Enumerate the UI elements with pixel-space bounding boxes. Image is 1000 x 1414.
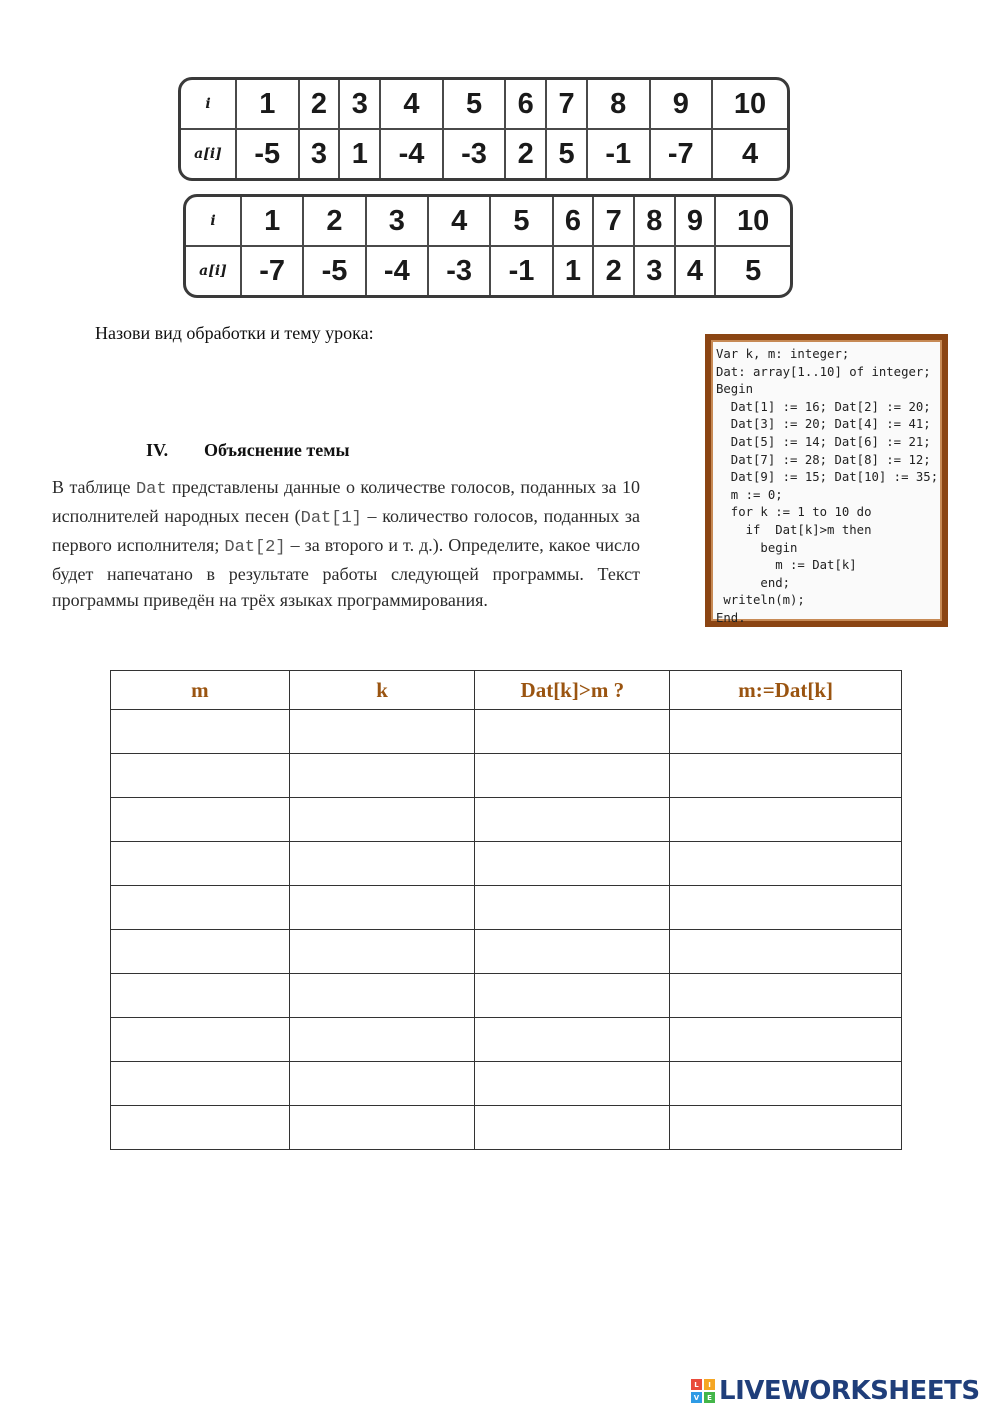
header-assignment: m:=Dat[k]	[670, 671, 902, 710]
answer-cell-m[interactable]	[111, 1018, 290, 1062]
value-cell: 1	[553, 246, 594, 295]
answer-cell-m[interactable]	[111, 886, 290, 930]
answer-cell-assignment[interactable]	[670, 710, 902, 754]
value-cell: -5	[303, 246, 365, 295]
value-cell: -1	[490, 246, 552, 295]
answer-cell-k[interactable]	[289, 710, 475, 754]
header-m: m	[111, 671, 290, 710]
answer-cell-condition[interactable]	[475, 1018, 670, 1062]
answer-cell-condition[interactable]	[475, 842, 670, 886]
value-cell: -4	[366, 246, 428, 295]
answer-cell-condition[interactable]	[475, 754, 670, 798]
answer-cell-assignment[interactable]	[670, 1062, 902, 1106]
answer-cell-condition[interactable]	[475, 1106, 670, 1150]
logo-mark-icon	[691, 1379, 715, 1403]
value-cell: 5	[745, 254, 762, 287]
trace-row	[111, 1018, 902, 1062]
logo-mark-letter: I	[704, 1379, 715, 1390]
answer-cell-assignment[interactable]	[670, 1018, 902, 1062]
liveworksheets-logo	[691, 1374, 980, 1408]
header-k: k	[289, 671, 475, 710]
task-code-term: Dat	[135, 480, 167, 499]
value-cell: -3	[443, 129, 506, 178]
answer-cell-condition[interactable]	[475, 974, 670, 1018]
index-cell: 9	[650, 80, 713, 129]
answer-cell-m[interactable]	[111, 974, 290, 1018]
answer-cell-assignment[interactable]	[670, 930, 902, 974]
trace-row	[111, 1106, 902, 1150]
answer-cell-condition[interactable]	[475, 886, 670, 930]
trace-row	[111, 842, 902, 886]
value-cell: -5	[236, 129, 299, 178]
trace-row	[111, 974, 902, 1018]
answer-cell-m[interactable]	[111, 930, 290, 974]
answer-cell-m[interactable]	[111, 842, 290, 886]
trace-table	[110, 670, 902, 1150]
value-cell: 2	[505, 129, 546, 178]
index-cell: 1	[241, 197, 303, 246]
array-table-1	[178, 77, 790, 181]
index-row	[181, 80, 787, 129]
logo-mark-letter: E	[704, 1392, 715, 1403]
index-cell: 2	[303, 197, 365, 246]
answer-cell-k[interactable]	[289, 842, 475, 886]
program-code: Var k, m: integer; Dat: array[1..10] of integer; Begin Dat[1] := 16; Dat[2] := 20; Dat[3] := 20; Dat[4] := 41; Dat[5] := 14; Dat[6] := 21; Dat[7] := 28; Dat[8] := 12; Dat[9] := 15; Dat[10] := 35; m := 0; for k := 1 to 10 do if Dat[k]>m then begin m := Dat[k] end; writeln(m); End.	[716, 347, 939, 625]
answer-cell-assignment[interactable]	[670, 754, 902, 798]
value-cell: 2	[593, 246, 634, 295]
value-cell: 3	[299, 129, 340, 178]
answer-cell-m[interactable]	[111, 798, 290, 842]
value-row	[186, 246, 790, 295]
answer-cell-k[interactable]	[289, 1106, 475, 1150]
trace-row	[111, 886, 902, 930]
index-cell: 8	[587, 80, 650, 129]
section-heading	[146, 440, 350, 461]
value-cell: 3	[634, 246, 675, 295]
task-text: – за второго и т. д.). Определите, какое число будет напечатано в результате работы следующей программы. Текст программы приведён на трёх языках программирования.	[52, 535, 640, 610]
answer-cell-k[interactable]	[289, 754, 475, 798]
answer-cell-assignment[interactable]	[670, 974, 902, 1018]
trace-header-row	[111, 671, 902, 710]
index-cell: 5	[443, 80, 506, 129]
task-text: представлены данные о количестве голосов, поданных за 10 исполнителей народных песен (	[52, 477, 640, 526]
index-row	[186, 197, 790, 246]
section-number: IV.	[146, 440, 169, 460]
index-cell: 3	[366, 197, 428, 246]
value-row	[181, 129, 787, 178]
answer-cell-condition[interactable]	[475, 930, 670, 974]
answer-cell-k[interactable]	[289, 798, 475, 842]
index-cell: 4	[428, 197, 490, 246]
answer-cell-assignment[interactable]	[670, 1106, 902, 1150]
value-cell: 4	[741, 137, 759, 170]
program-code-box	[705, 334, 948, 627]
answer-cell-condition[interactable]	[475, 710, 670, 754]
index-cell: 9	[675, 197, 716, 246]
task-description	[52, 474, 640, 613]
trace-row	[111, 1062, 902, 1106]
task-code-term: Dat[2]	[224, 538, 286, 557]
row-label-a: a[i]	[181, 129, 236, 178]
value-cell: -3	[428, 246, 490, 295]
answer-cell-m[interactable]	[111, 754, 290, 798]
answer-cell-m[interactable]	[111, 1106, 290, 1150]
task-code-term: Dat[1]	[300, 509, 362, 528]
index-cell: 7	[546, 80, 587, 129]
value-cell: -7	[241, 246, 303, 295]
value-cell: 4	[675, 246, 716, 295]
answer-cell-k[interactable]	[289, 1018, 475, 1062]
index-cell: 4	[380, 80, 443, 129]
row-label-i: i	[181, 80, 236, 129]
index-cell: 6	[553, 197, 594, 246]
answer-cell-assignment[interactable]	[670, 842, 902, 886]
trace-row	[111, 930, 902, 974]
index-cell: 7	[593, 197, 634, 246]
answer-cell-assignment[interactable]	[670, 798, 902, 842]
answer-cell-m[interactable]	[111, 710, 290, 754]
index-cell: 3	[339, 80, 380, 129]
trace-row	[111, 754, 902, 798]
index-cell: 1	[236, 80, 299, 129]
task-text: – количество голосов, поданных за первого исполнителя;	[52, 506, 640, 555]
task-text: В таблице	[52, 477, 136, 497]
answer-cell-k[interactable]	[289, 886, 475, 930]
index-cell: 10	[715, 197, 790, 246]
logo-text: LIVEWORKSHEETS	[719, 1376, 980, 1406]
answer-cell-k[interactable]	[289, 974, 475, 1018]
index-cell: 5	[490, 197, 552, 246]
answer-cell-condition[interactable]	[475, 1062, 670, 1106]
value-cell: 5	[546, 129, 587, 178]
answer-cell-k[interactable]	[289, 930, 475, 974]
value-cell: -7	[650, 129, 713, 178]
array-table-2	[183, 194, 793, 298]
answer-cell-condition[interactable]	[475, 798, 670, 842]
section-title: Объяснение темы	[204, 440, 350, 460]
answer-cell-k[interactable]	[289, 1062, 475, 1106]
row-label-i: i	[186, 197, 241, 246]
lesson-topic-prompt: Назови вид обработки и тему урока:	[95, 323, 374, 343]
index-cell: 6	[505, 80, 546, 129]
row-label-a: a[i]	[186, 246, 241, 295]
trace-row	[111, 710, 902, 754]
value-cell: 1	[339, 129, 380, 178]
index-cell: 2	[299, 80, 340, 129]
answer-cell-m[interactable]	[111, 1062, 290, 1106]
answer-cell-assignment[interactable]	[670, 886, 902, 930]
value-cell: -4	[380, 129, 443, 178]
index-cell: 10	[712, 80, 787, 129]
header-condition: Dat[k]>m ?	[475, 671, 670, 710]
value-cell: -1	[587, 129, 650, 178]
logo-mark-letter: L	[691, 1379, 702, 1390]
logo-mark-letter: V	[691, 1392, 702, 1403]
trace-body	[111, 710, 902, 1150]
trace-row	[111, 798, 902, 842]
index-cell: 8	[634, 197, 675, 246]
